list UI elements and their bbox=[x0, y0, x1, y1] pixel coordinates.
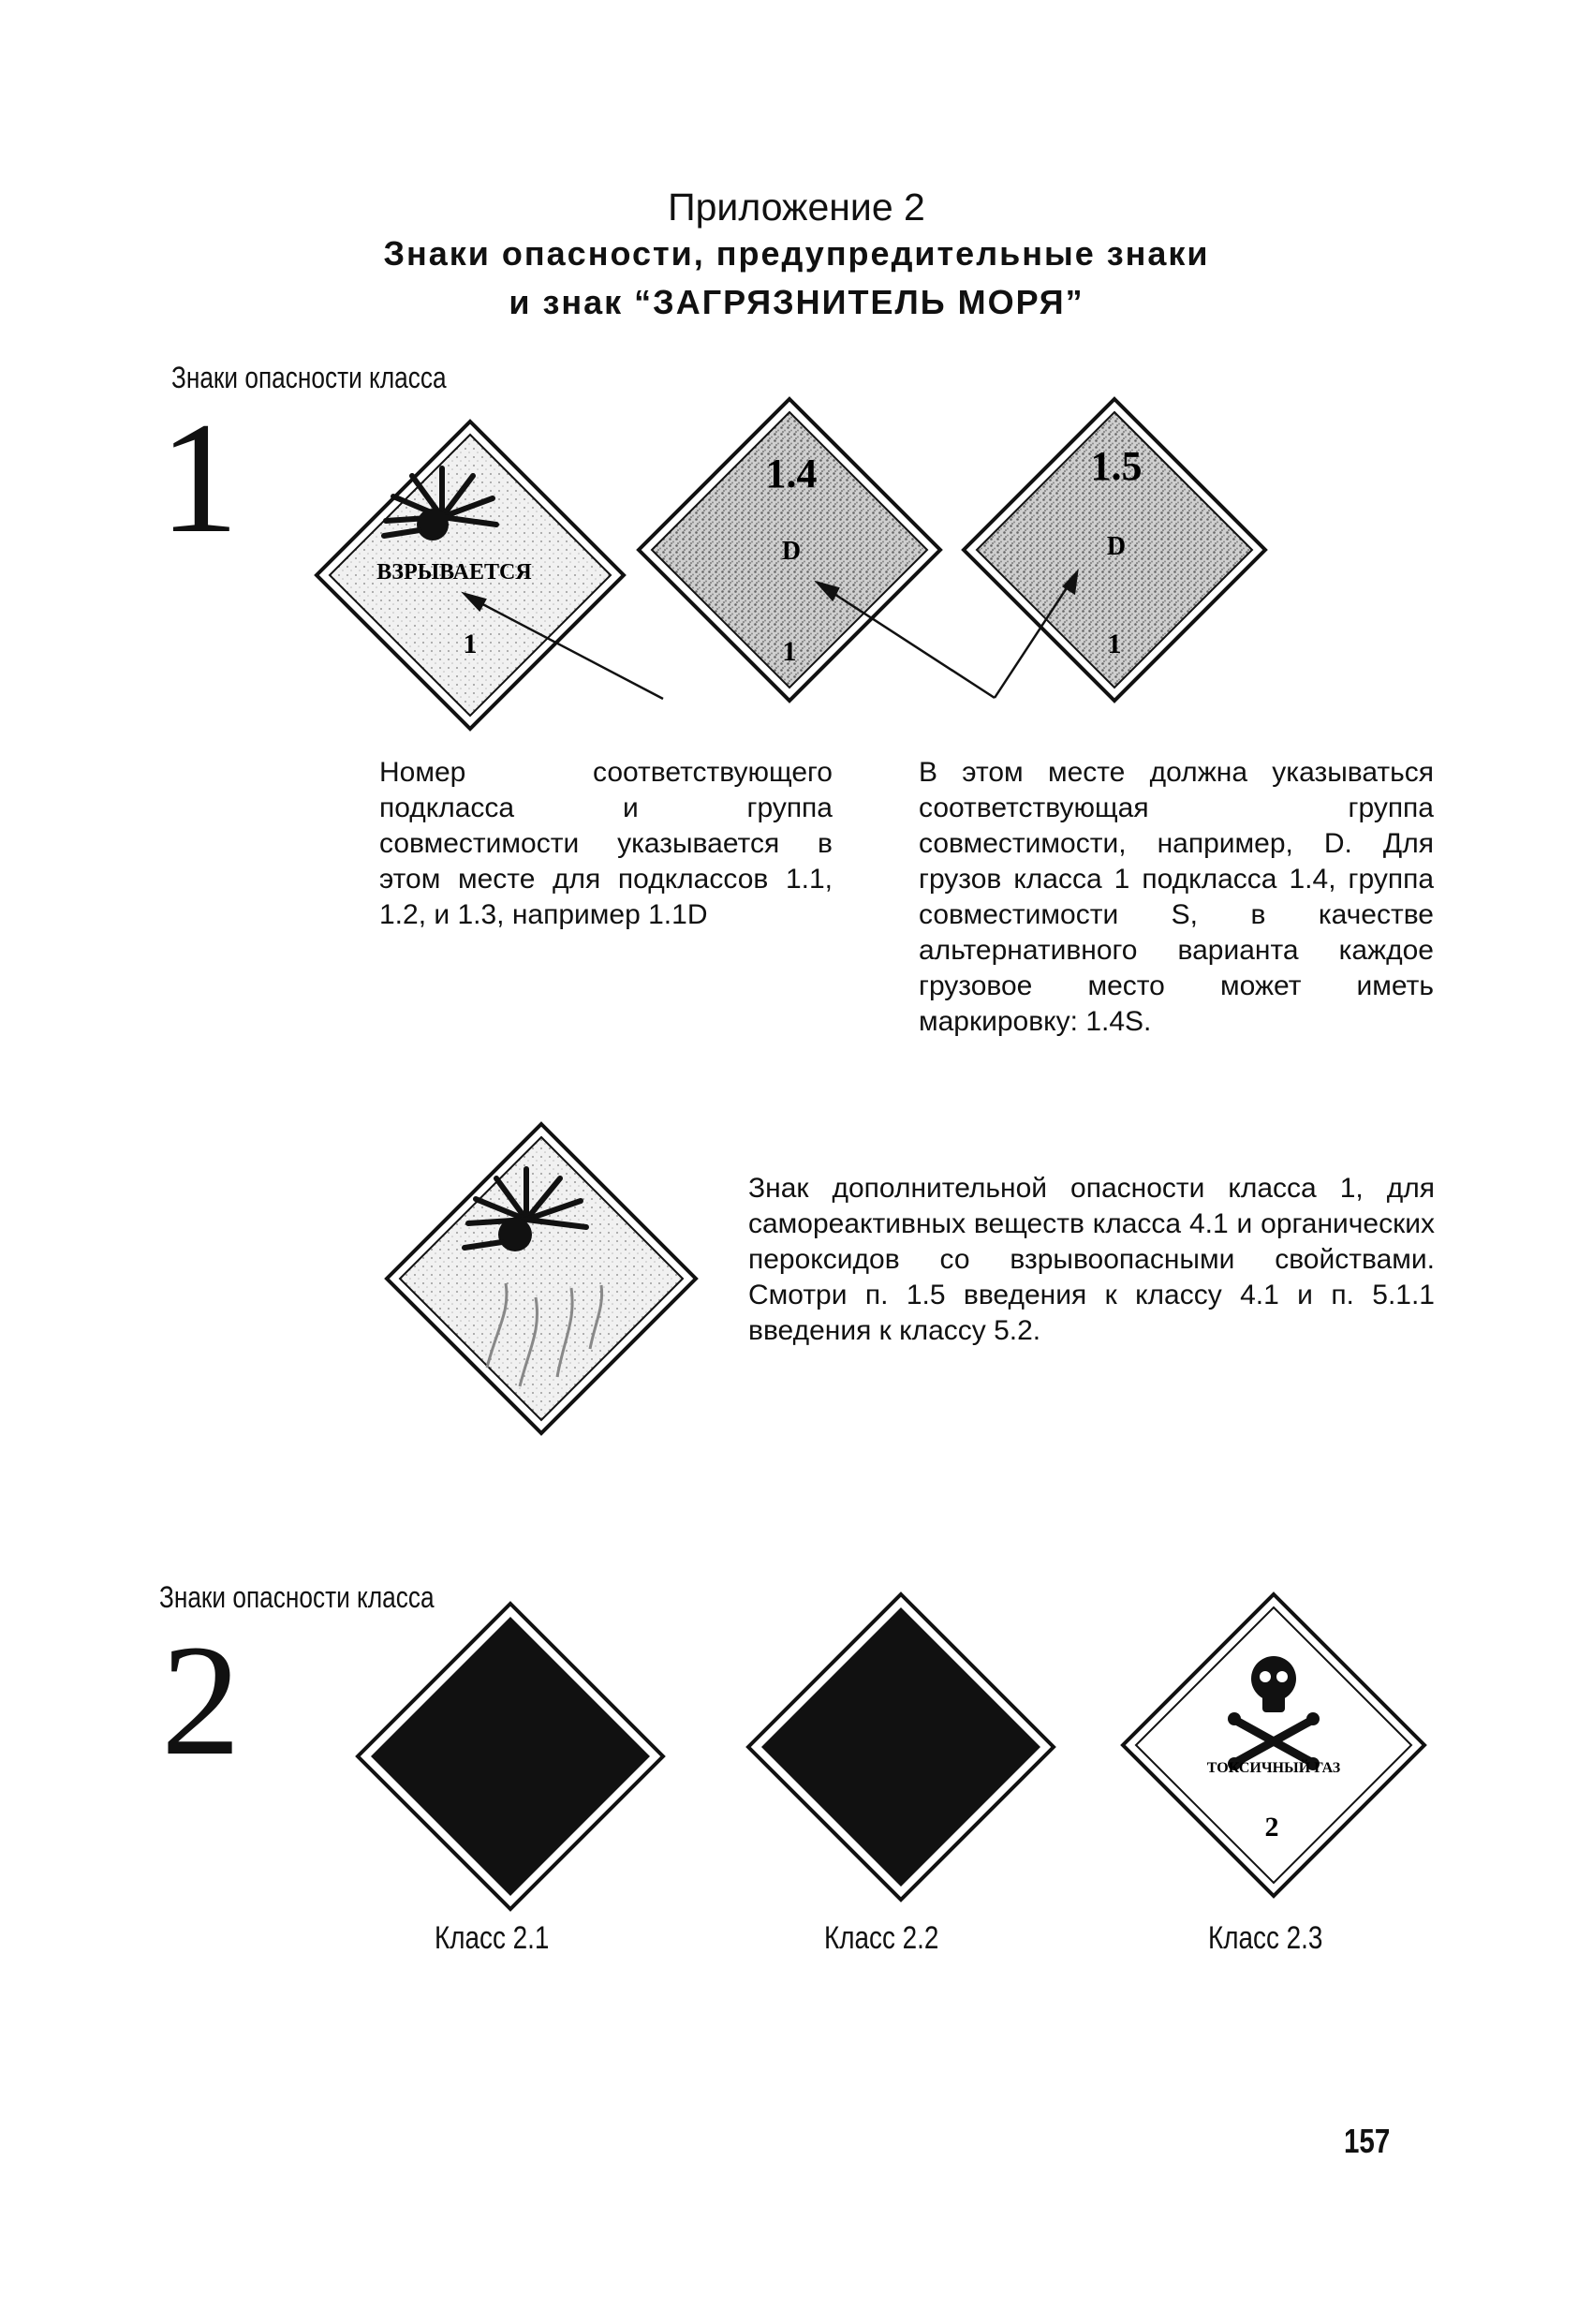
caption-class-2-3: Класс 2.3 bbox=[1208, 1920, 1323, 1956]
sign-c-class-number: 1 bbox=[1107, 629, 1122, 659]
section-2-label: Знаки опасности класса bbox=[159, 1580, 435, 1614]
hazard-sign-subsidiary-explosive bbox=[387, 1124, 696, 1433]
hazard-sign-1-5 bbox=[964, 399, 1265, 701]
sign-a-text: ВЗРЫВАЕТСЯ bbox=[376, 560, 532, 585]
sign-c-subclass: 1.5 bbox=[1090, 443, 1143, 489]
note-subsidiary-sign: Знак дополнительной опасности класса 1, для самореактивных веществ класса 4.1 и органических пероксидов со взрывоопасными свойствами. Смотри п. 1.5 введения к классу 4.1 и п. 5.1.1 введения к классу 5.2. bbox=[748, 1173, 1435, 1346]
section-1-number: 1 bbox=[159, 390, 239, 566]
note-compatibility-group: В этом месте должна указываться соответствующая группа совместимости, например, D. Для грузов класса 1 подкласса 1.4, группа совместимости S, в качестве альтернативного варианта каждое грузовое место может иметь маркировку: 1.4S. bbox=[919, 757, 1434, 1037]
caption-class-2-2: Класс 2.2 bbox=[824, 1920, 939, 1956]
page-number: 157 bbox=[1344, 2122, 1391, 2160]
section-2-signs bbox=[0, 1574, 1593, 1930]
note-subclass-number: Номер соответствующего подкласса и группа совместимости указывается в этом месте для подклассов 1.1, 1.2, и 1.3, например 1.1D bbox=[379, 757, 833, 930]
section-2-number: 2 bbox=[161, 1612, 241, 1788]
hazard-sign-class-2-1 bbox=[358, 1604, 663, 1909]
caption-class-2-1: Класс 2.1 bbox=[435, 1920, 550, 1956]
hazard-sign-1-4 bbox=[639, 399, 940, 701]
sign-b-subclass: 1.4 bbox=[765, 451, 818, 496]
sign-c-group: D bbox=[1106, 532, 1127, 561]
sign-2-3-class-number: 2 bbox=[1264, 1812, 1279, 1843]
sign-a-class-number: 1 bbox=[463, 629, 478, 659]
sign-2-3-text: ТОКСИЧНЫЙ ГАЗ bbox=[1206, 1760, 1341, 1776]
hazard-sign-class-2-2 bbox=[748, 1594, 1054, 1900]
appendix-title: Приложение 2 bbox=[668, 185, 925, 229]
hazard-sign-explosive bbox=[317, 422, 624, 729]
sign-b-class-number: 1 bbox=[782, 636, 797, 667]
page-title-line-1: Знаки опасности, предупредительные знаки bbox=[383, 234, 1210, 273]
hazard-sign-class-2-3 bbox=[1123, 1594, 1424, 1896]
sign-b-group: D bbox=[781, 537, 802, 566]
page-title-line-2: и знак “ЗАГРЯЗНИТЕЛЬ МОРЯ” bbox=[509, 283, 1084, 321]
section-1-label: Знаки опасности класса bbox=[171, 361, 447, 394]
